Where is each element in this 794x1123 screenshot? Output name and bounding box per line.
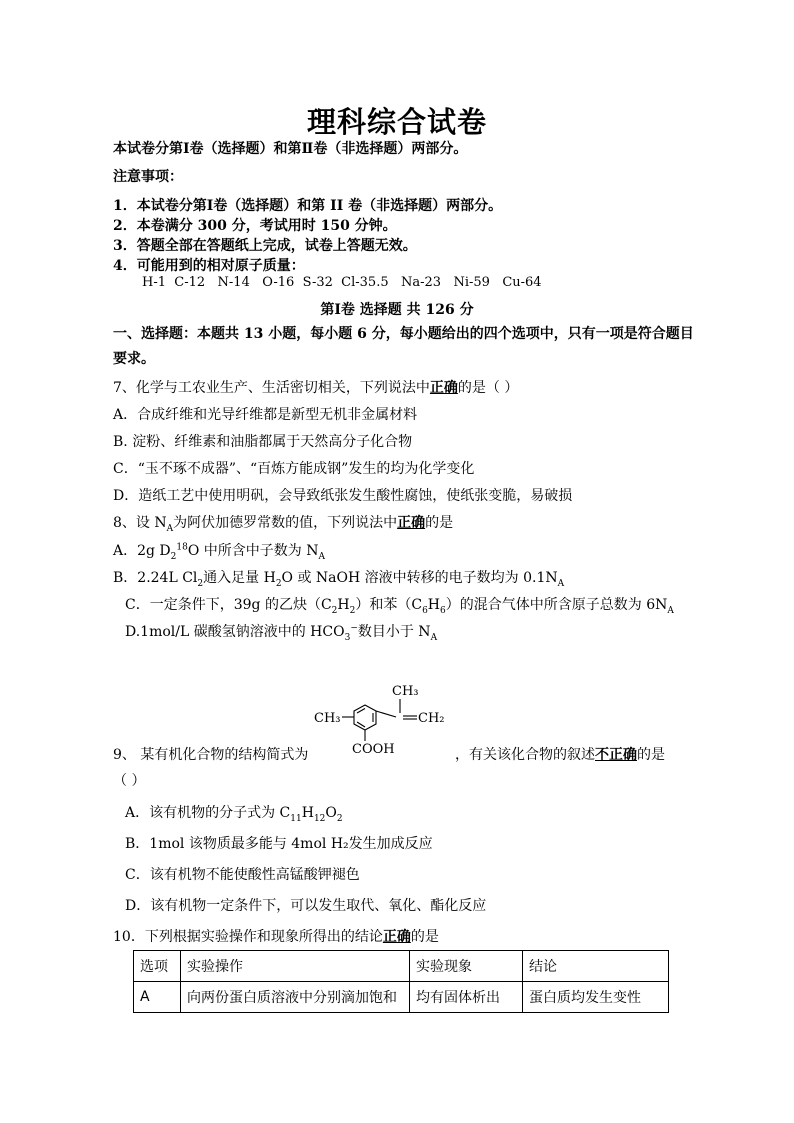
note-3: 3．答题全部在答题纸上完成，试卷上答题无效。 — [113, 238, 417, 254]
atomic-masses: H-1 C-12 N-14 O-16 S-32 Cl-35.5 Na-23 Ni-59 Cu-64 — [142, 275, 542, 290]
q7-option-a: A．合成纤维和光导纤维都是新型无机非金属材料 — [113, 407, 418, 423]
q9-option-c: C．该有机物不能使酸性高锰酸钾褪色 — [125, 867, 360, 883]
q9-stem-left: 9、 某有机化合物的结构简式为 — [113, 747, 309, 763]
table-header-cell: 实验操作 — [181, 951, 410, 982]
q8-stem-before: 8、设 N — [113, 515, 167, 531]
mol-ch3-left: CH₃ — [314, 711, 341, 726]
mol-ch3-top: CH₃ — [392, 684, 419, 699]
q8-option-b: B．2.24L $Cl_2$通入足量 $H_2O$ 或 NaOH 溶液中转移的电子数均为 $0.1N_A$ — [113, 570, 565, 589]
note-4: 4．可能用到的相对原子质量： — [113, 258, 305, 274]
q7-option-c: C．“玉不琢不成器”、“百炼方能成钢”发生的均为化学变化 — [113, 461, 475, 477]
table-header-cell: 选项 — [134, 951, 181, 982]
q7-stem-key: 正确 — [429, 380, 458, 396]
q8-stem-middle: 为阿伏加德罗常数的值，下列说法中 — [173, 515, 398, 531]
q9-paren: （ ） — [113, 773, 146, 789]
intro-text: 本试卷分第Ⅰ卷（选择题）和第Ⅱ卷（非选择题）两部分。 — [113, 141, 468, 157]
q10-stem-after: 的是 — [410, 929, 439, 945]
part1-heading-line2: 要求。 — [113, 351, 155, 367]
q9-stem-middle: ，有关该化合物的叙述 — [455, 747, 595, 763]
q10-stem-key: 正确 — [382, 929, 411, 945]
q8-option-c: C．一定条件下，39g 的乙炔$(C_2H_2)$和苯$(C_6H_6)$的混合气体中所含原子总数为 $6N_A$ — [125, 597, 674, 616]
q9-option-b: B．1mol 该物质最多能与 4mol H₂发生加成反应 — [125, 836, 433, 852]
table-row — [134, 982, 669, 1013]
page-title: 理科综合试卷 — [306, 105, 487, 139]
table-header-row — [134, 951, 669, 982]
section-title: 第Ⅰ卷 选择题 共 126 分 — [320, 302, 474, 318]
q7-stem — [113, 377, 518, 397]
table-header-cell: 结论 — [523, 951, 669, 982]
mol-cooh: COOH — [352, 742, 395, 757]
note-1: 1．本试卷分第Ⅰ卷（选择题）和第 II 卷（非选择题）两部分。 — [113, 198, 503, 214]
table-cell: 蛋白质均发生变性 — [523, 982, 669, 1013]
q9-option-d: D．该有机物一定条件下，可以发生取代、氧化、酯化反应 — [125, 898, 487, 914]
q9-stem-right — [455, 744, 665, 764]
note-2: 2．本卷满分 300 分，考试用时 150 分钟。 — [113, 218, 397, 234]
part1-heading-line1: 一、选择题：本题共 13 小题，每小题 6 分，每小题给出的四个选项中，只有一项是符合题目 — [113, 326, 694, 342]
q7-stem-after: 的是（ ） — [457, 380, 519, 396]
table-cell: 向两份蛋白质溶液中分别滴加饱和 — [181, 982, 410, 1013]
q7-option-b: B. 淀粉、纤维素和油脂都属于天然高分子化合物 — [113, 434, 413, 450]
q7-option-d: D．造纸工艺中使用明矾，会导致纸张发生酸性腐蚀，使纸张变脆，易破损 — [113, 488, 573, 504]
q10-table — [133, 950, 669, 1013]
q8-option-d: D.1mol/L 碳酸氢钠溶液中的 $HCO_3^-$数目小于 $N_A$ — [125, 623, 438, 643]
molecule-structure — [310, 675, 450, 760]
q8-stem-after: 的是 — [425, 515, 454, 531]
q9-stem-after: 的是 — [637, 747, 665, 763]
q9-option-a: A．该有机物的分子式为 $C_{11}H_{12}O_2$ — [125, 805, 343, 824]
q8-stem-sub: A — [166, 523, 174, 534]
table-cell: A — [134, 982, 181, 1013]
q8-stem-key: 正确 — [397, 515, 426, 531]
q10-stem — [113, 926, 439, 946]
table-header-cell: 实验现象 — [410, 951, 523, 982]
q9-stem-key: 不正确 — [595, 747, 637, 763]
q8-stem — [113, 512, 453, 532]
mol-ch2: CH₂ — [418, 711, 445, 726]
q10-stem-before: 10．下列根据实验操作和现象所得出的结论 — [113, 929, 383, 945]
table-cell: 均有固体析出 — [410, 982, 523, 1013]
q8-option-a: A．2g $D_2^{18}O$ 中所含中子数为 $N_A$ — [113, 542, 325, 562]
q7-stem-before: 7、化学与工农业生产、生活密切相关，下列说法中 — [113, 380, 430, 396]
notes-heading: 注意事项： — [113, 169, 183, 185]
benzene-ring — [342, 699, 417, 741]
